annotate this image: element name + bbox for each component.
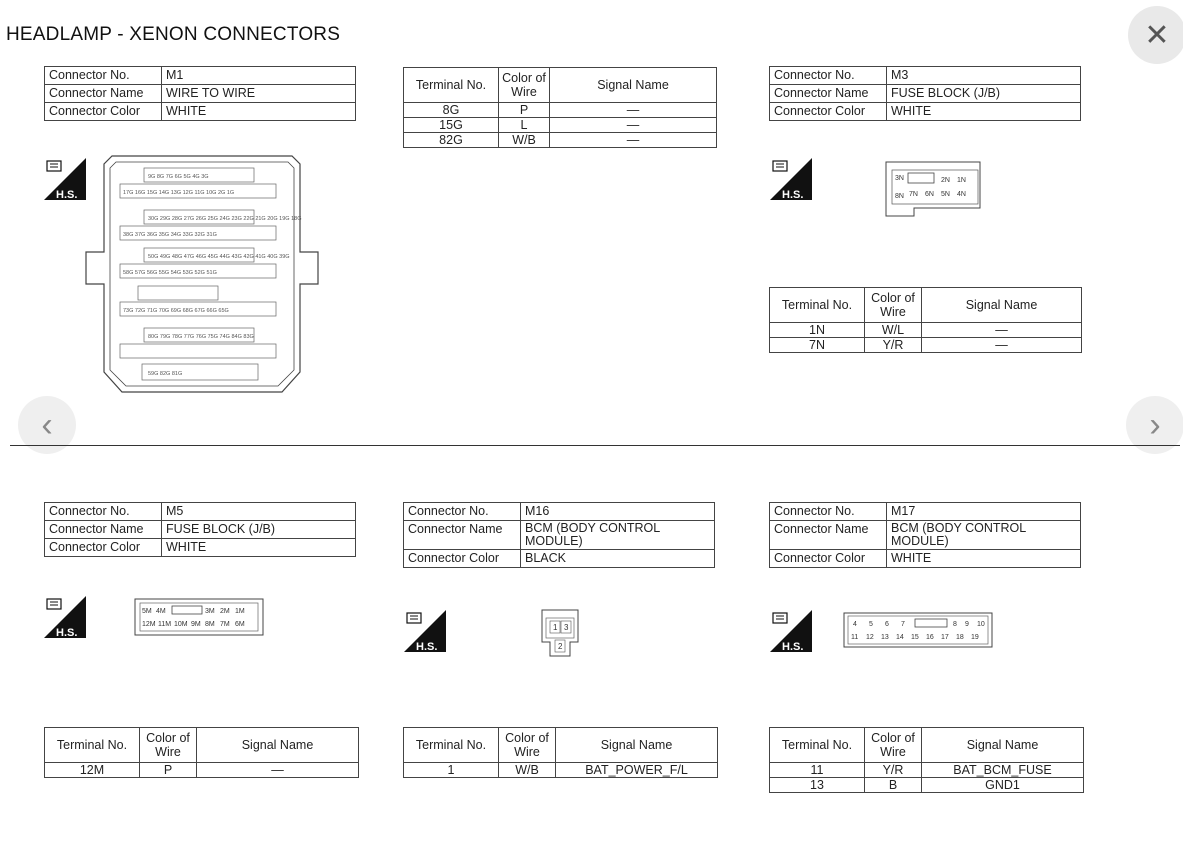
svg-text:80G 79G 78G 77G 76G 75G 74G 84: 80G 79G 78G 77G 76G 75G 74G 84G 83G <box>148 334 254 340</box>
connector-no-value: M5 <box>162 503 356 521</box>
svg-text:6: 6 <box>885 621 889 628</box>
connector-info-m3 <box>769 66 1081 121</box>
label-connector-name: Connector Name <box>404 521 521 550</box>
svg-text:6N: 6N <box>925 191 934 198</box>
connector-no-value: M3 <box>887 67 1081 85</box>
terminal-table-m16 <box>403 727 718 778</box>
svg-text:9M: 9M <box>191 621 201 628</box>
header-terminal-no: Terminal No. <box>404 728 499 763</box>
terminal-table-m1 <box>403 67 717 148</box>
svg-text:3N: 3N <box>895 175 904 182</box>
harness-side-icon <box>44 158 86 200</box>
section-divider <box>10 445 1180 446</box>
svg-text:7: 7 <box>901 621 905 628</box>
harness-side-icon <box>770 158 812 200</box>
table-row: 15G L — <box>404 118 717 133</box>
svg-text:9G 8G 7G 6G 5G 4G 3G: 9G 8G 7G 6G 5G 4G 3G <box>148 174 209 180</box>
svg-text:H.S.: H.S. <box>782 189 804 200</box>
connector-color-value: WHITE <box>162 103 356 121</box>
svg-text:4N: 4N <box>957 191 966 198</box>
header-color-of-wire: Color of Wire <box>865 288 922 323</box>
header-terminal-no: Terminal No. <box>770 728 865 763</box>
svg-text:10: 10 <box>977 621 985 628</box>
label-connector-no: Connector No. <box>770 67 887 85</box>
connector-name-value: WIRE TO WIRE <box>162 85 356 103</box>
svg-text:10M: 10M <box>174 621 188 628</box>
svg-text:8: 8 <box>953 621 957 628</box>
connector-color-value: WHITE <box>887 550 1081 568</box>
m1-connector-diagram <box>82 152 322 400</box>
svg-text:38G 37G 36G 35G 34G 33G 32G 31: 38G 37G 36G 35G 34G 33G 32G 31G <box>123 232 217 238</box>
svg-text:11: 11 <box>851 634 859 641</box>
table-row: 11 Y/R BAT_BCM_FUSE <box>770 763 1084 778</box>
svg-text:11M: 11M <box>158 621 172 628</box>
svg-text:8N: 8N <box>895 193 904 200</box>
svg-text:16: 16 <box>926 634 934 641</box>
harness-side-icon <box>44 596 86 638</box>
m17-connector-diagram <box>843 612 993 648</box>
svg-text:15: 15 <box>911 634 919 641</box>
connector-color-value: WHITE <box>162 539 356 557</box>
table-row: 1N W/L — <box>770 323 1082 338</box>
header-terminal-no: Terminal No. <box>45 728 140 763</box>
svg-text:6M: 6M <box>235 621 245 628</box>
header-signal-name: Signal Name <box>550 68 717 103</box>
m3-connector-diagram <box>884 160 982 218</box>
label-connector-no: Connector No. <box>770 503 887 521</box>
svg-text:H.S.: H.S. <box>782 641 804 652</box>
svg-text:73G 72G 71G 70G 69G 68G 67G 66: 73G 72G 71G 70G 69G 68G 67G 66G 65G <box>123 308 229 314</box>
connector-name-value: FUSE BLOCK (J/B) <box>887 85 1081 103</box>
svg-text:4: 4 <box>853 621 857 628</box>
label-connector-color: Connector Color <box>45 539 162 557</box>
svg-text:H.S.: H.S. <box>416 641 438 652</box>
svg-text:7N: 7N <box>909 191 918 198</box>
label-connector-color: Connector Color <box>404 550 521 568</box>
svg-text:H.S.: H.S. <box>56 627 78 638</box>
label-connector-name: Connector Name <box>770 521 887 550</box>
svg-text:58G 57G 56G 55G 54G 53G 52G 51: 58G 57G 56G 55G 54G 53G 52G 51G <box>123 270 217 276</box>
svg-text:14: 14 <box>896 634 904 641</box>
table-row: 82G W/B — <box>404 133 717 148</box>
svg-text:17G 16G 15G 14G 13G 12G 11G 10: 17G 16G 15G 14G 13G 12G 11G 10G 2G 1G <box>123 190 235 196</box>
table-row: 13 B GND1 <box>770 778 1084 793</box>
connector-info-m16 <box>403 502 715 568</box>
connector-name-value: FUSE BLOCK (J/B) <box>162 521 356 539</box>
connector-info-m17 <box>769 502 1081 568</box>
svg-text:1N: 1N <box>957 177 966 184</box>
close-icon: ✕ <box>1144 18 1170 52</box>
svg-text:1M: 1M <box>235 608 245 615</box>
terminal-table-m5 <box>44 727 359 778</box>
table-row: 1 W/B BAT_POWER_F/L <box>404 763 718 778</box>
chevron-left-icon: ‹ <box>41 405 53 444</box>
chevron-right-icon: › <box>1149 405 1161 444</box>
page-title: HEADLAMP - XENON CONNECTORS <box>6 24 341 45</box>
svg-text:5N: 5N <box>941 191 950 198</box>
label-connector-name: Connector Name <box>45 85 162 103</box>
header-color-of-wire: Color of Wire <box>140 728 197 763</box>
label-connector-color: Connector Color <box>45 103 162 121</box>
svg-text:18: 18 <box>956 634 964 641</box>
header-color-of-wire: Color of Wire <box>499 68 550 103</box>
connector-info-m1 <box>44 66 356 121</box>
svg-text:13: 13 <box>881 634 889 641</box>
label-connector-color: Connector Color <box>770 103 887 121</box>
header-signal-name: Signal Name <box>556 728 718 763</box>
connector-no-value: M1 <box>162 67 356 85</box>
label-connector-name: Connector Name <box>45 521 162 539</box>
terminal-table-m17 <box>769 727 1084 793</box>
header-color-of-wire: Color of Wire <box>865 728 922 763</box>
connector-name-value: BCM (BODY CONTROL MODULE) <box>887 521 1081 550</box>
label-connector-no: Connector No. <box>404 503 521 521</box>
connector-color-value: WHITE <box>887 103 1081 121</box>
svg-text:8M: 8M <box>205 621 215 628</box>
connector-color-value: BLACK <box>521 550 715 568</box>
table-row: 7N Y/R — <box>770 338 1082 353</box>
svg-text:3: 3 <box>564 623 569 632</box>
svg-text:19: 19 <box>971 634 979 641</box>
m16-connector-diagram <box>540 608 580 658</box>
svg-text:9: 9 <box>965 621 969 628</box>
terminal-table-m3 <box>769 287 1082 353</box>
close-button[interactable] <box>1128 6 1183 64</box>
table-row: 12M P — <box>45 763 359 778</box>
svg-text:7M: 7M <box>220 621 230 628</box>
svg-text:2: 2 <box>558 642 563 651</box>
table-row: 8G P — <box>404 103 717 118</box>
svg-text:30G 29G 28G 27G 26G 25G 24G 23: 30G 29G 28G 27G 26G 25G 24G 23G 22G 21G 20G 19G 18G <box>148 216 302 222</box>
svg-text:1: 1 <box>553 623 558 632</box>
connector-info-m5 <box>44 502 356 557</box>
svg-text:H.S.: H.S. <box>56 189 78 200</box>
connector-no-value: M17 <box>887 503 1081 521</box>
label-connector-no: Connector No. <box>45 67 162 85</box>
label-connector-no: Connector No. <box>45 503 162 521</box>
header-terminal-no: Terminal No. <box>404 68 499 103</box>
svg-text:5: 5 <box>869 621 873 628</box>
header-signal-name: Signal Name <box>922 728 1084 763</box>
svg-text:2M: 2M <box>220 608 230 615</box>
header-terminal-no: Terminal No. <box>770 288 865 323</box>
svg-text:12M: 12M <box>142 621 156 628</box>
harness-side-icon <box>404 610 446 652</box>
connector-name-value: BCM (BODY CONTROL MODULE) <box>521 521 715 550</box>
svg-text:17: 17 <box>941 634 949 641</box>
label-connector-color: Connector Color <box>770 550 887 568</box>
svg-text:5M: 5M <box>142 608 152 615</box>
svg-text:2N: 2N <box>941 177 950 184</box>
svg-text:12: 12 <box>866 634 874 641</box>
svg-text:59G 82G 81G: 59G 82G 81G <box>148 371 183 377</box>
header-signal-name: Signal Name <box>922 288 1082 323</box>
svg-text:3M: 3M <box>205 608 215 615</box>
label-connector-name: Connector Name <box>770 85 887 103</box>
m5-connector-diagram <box>134 598 264 636</box>
svg-text:4M: 4M <box>156 608 166 615</box>
svg-text:50G 49G 48G 47G 46G 45G 44G 43: 50G 49G 48G 47G 46G 45G 44G 43G 42G 41G 40G 39G <box>148 254 290 260</box>
harness-side-icon <box>770 610 812 652</box>
header-signal-name: Signal Name <box>197 728 359 763</box>
header-color-of-wire: Color of Wire <box>499 728 556 763</box>
connector-no-value: M16 <box>521 503 715 521</box>
